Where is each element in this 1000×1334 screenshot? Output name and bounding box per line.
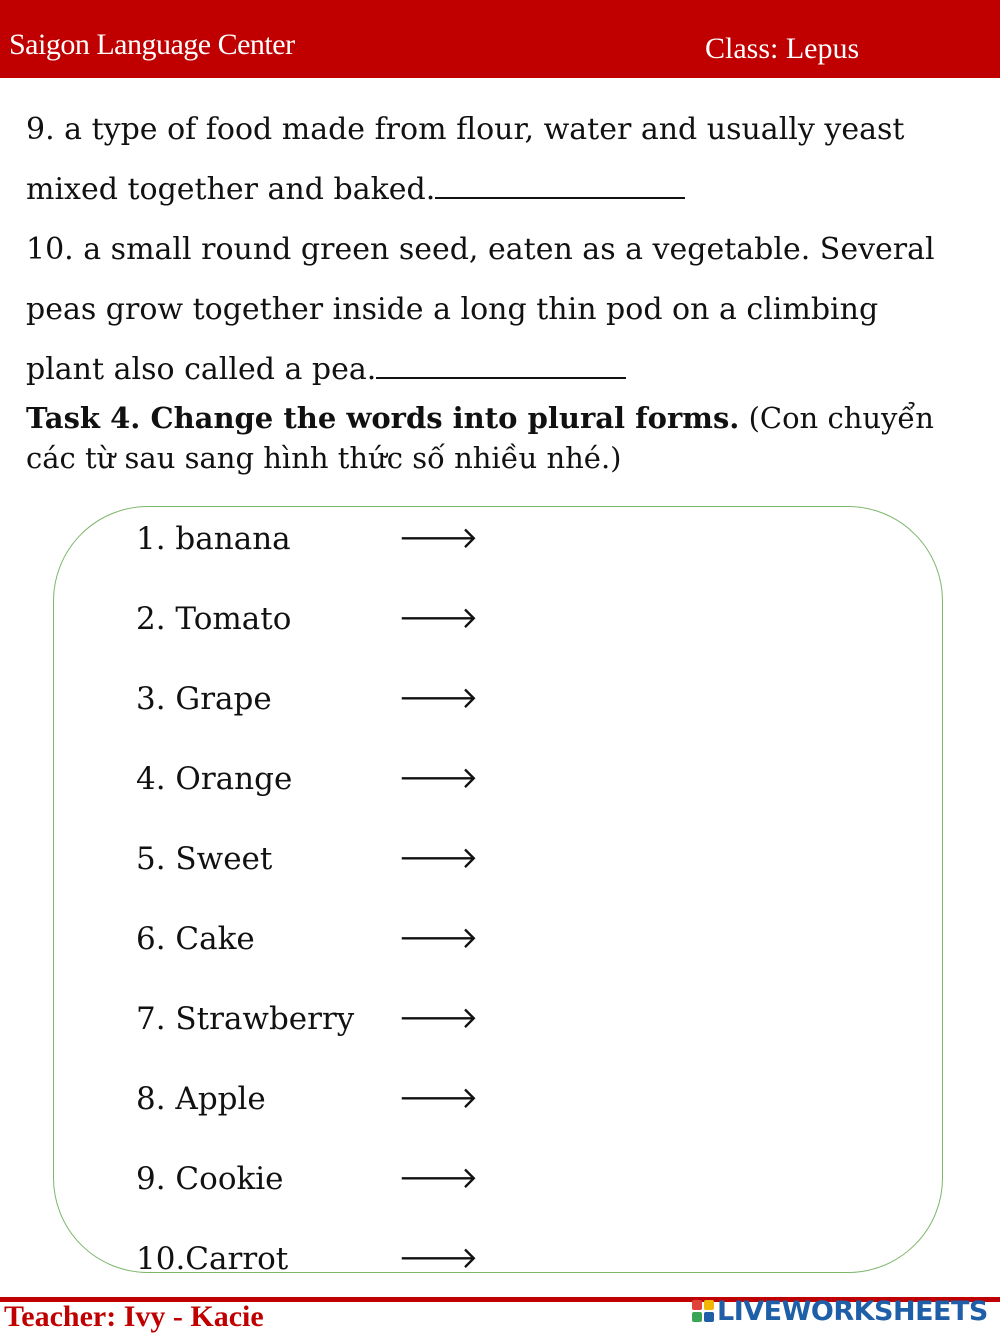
word-item-6: 6. Cake — [136, 921, 255, 957]
logo-text: LIVEWORKSHEETS — [717, 1295, 988, 1327]
task-note-part-1: (Con chuyển — [748, 401, 934, 435]
arrow-right-icon: 🡒 — [398, 921, 479, 956]
word-item-5: 5. Sweet — [136, 841, 273, 877]
task-heading — [26, 398, 1000, 478]
definition-9-text: mixed together and baked. — [26, 172, 436, 207]
arrow-right-icon: 🡒 — [398, 681, 479, 716]
word-item-10: 10.Carrot — [136, 1241, 289, 1277]
arrow-right-icon: 🡒 — [398, 1001, 479, 1036]
word-item-4: 4. Orange — [136, 761, 293, 797]
teacher-name: Teacher: Ivy - Kacie — [4, 1300, 264, 1333]
class-name: Class: Lepus — [705, 32, 860, 65]
arrow-right-icon: 🡒 — [398, 1081, 479, 1116]
definition-10-text: plant also called a pea. — [26, 352, 377, 387]
task-heading-line-1 — [26, 398, 1000, 438]
word-item-8: 8. Apple — [136, 1081, 266, 1117]
arrow-right-icon: 🡒 — [398, 761, 479, 796]
answer-blank-9[interactable] — [435, 173, 685, 199]
logo-mark-icon — [692, 1300, 714, 1322]
arrow-right-icon: 🡒 — [398, 841, 479, 876]
definition-10-line-2: peas grow together inside a long thin pod on a climbing — [26, 292, 879, 327]
definition-10-line-1: 10. a small round green seed, eaten as a vegetable. Several — [26, 232, 935, 267]
definition-10-line-3 — [26, 340, 1000, 400]
arrow-right-icon: 🡒 — [398, 601, 479, 636]
arrow-right-icon: 🡒 — [398, 521, 479, 556]
word-item-1: 1. banana — [136, 521, 291, 557]
definition-9-line-2 — [26, 160, 1000, 220]
arrow-right-icon: 🡒 — [398, 1161, 479, 1196]
answer-blank-10[interactable] — [376, 353, 626, 379]
word-item-2: 2. Tomato — [136, 601, 292, 637]
word-item-3: 3. Grape — [136, 681, 272, 717]
school-name: Saigon Language Center — [9, 28, 295, 61]
word-item-9: 9. Cookie — [136, 1161, 284, 1197]
task-note-part-2: các từ sau sang hình thức số nhiều nhé.) — [26, 441, 622, 475]
definition-9-line-1: 9. a type of food made from flour, water and usually yeast — [26, 112, 905, 147]
header-bar — [0, 0, 1000, 78]
liveworksheets-logo — [692, 1296, 988, 1326]
word-item-7: 7. Strawberry — [136, 1001, 355, 1037]
arrow-right-icon: 🡒 — [398, 1241, 479, 1276]
task-title: Task 4. Change the words into plural forms. — [26, 401, 740, 435]
